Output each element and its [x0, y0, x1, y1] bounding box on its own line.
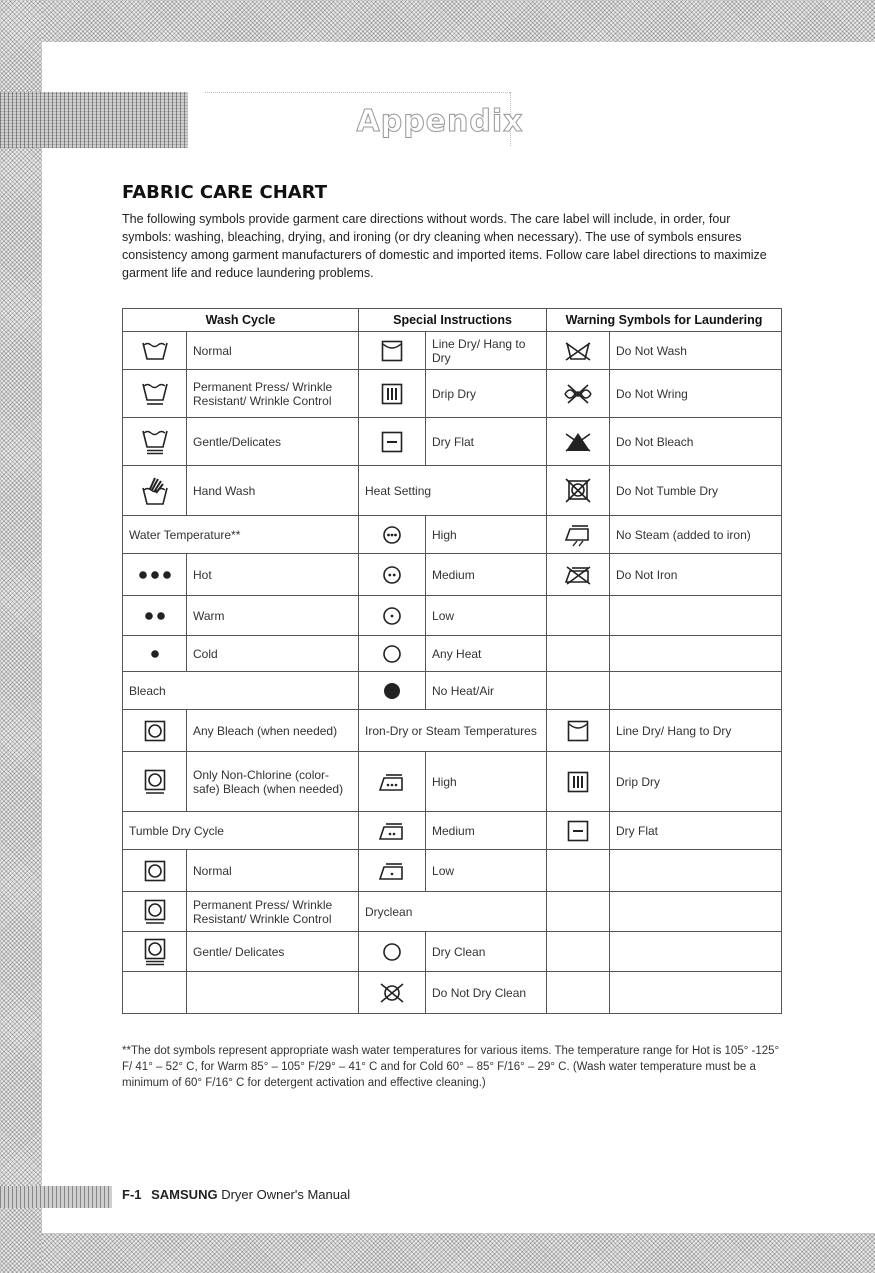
dry-flat-warning-icon [553, 820, 603, 842]
header-pattern [0, 92, 188, 148]
any-heat-icon [365, 643, 419, 665]
do-not-tumble-dry-label: Do Not Tumble Dry [610, 466, 782, 516]
temp-warm-label: Warm [187, 596, 359, 636]
heat-high-icon [365, 524, 419, 546]
fabric-care-table [122, 308, 782, 1014]
brand-name: SAMSUNG [151, 1187, 218, 1202]
iron-high-icon [365, 771, 419, 793]
dry-clean-icon [365, 941, 419, 963]
header-rule [205, 92, 510, 93]
page-number: F-1 [122, 1187, 142, 1202]
page-title: Appendix [356, 104, 524, 139]
water-temperature-label: Water Temperature** [123, 516, 359, 554]
heat-medium-icon [365, 564, 419, 586]
tumble-normal-icon [129, 860, 180, 882]
iron-low-label: Low [426, 850, 547, 892]
footnote: **The dot symbols represent appropriate wash water temperatures for various items. The temperature range for Hot is 105° -125° F/ 41° – 52° C, for Warm 85° – 105° F/29° – 41° C and for Cold 60° – 85° F/16° – 29° C. (Wash water temperature must be a minimum of 60° F/16° C for detergent activation and effective cleaning.) [122, 1045, 780, 1089]
iron-medium-label: Medium [426, 812, 547, 850]
scan-border-top [42, 0, 875, 42]
do-not-bleach-label: Do Not Bleach [610, 418, 782, 466]
drip-dry-label: Drip Dry [426, 370, 547, 418]
do-not-dry-clean-label: Do Not Dry Clean [426, 972, 547, 1014]
hand-wash-label: Hand Wash [187, 466, 359, 516]
temp-cold-label: Cold [187, 636, 359, 672]
no-heat-icon [365, 680, 419, 702]
header-wash-cycle: Wash Cycle [123, 309, 359, 332]
do-not-iron-icon [553, 563, 603, 587]
line-dry-label: Line Dry/ Hang to Dry [426, 332, 547, 370]
dryclean-label: Dryclean [359, 892, 547, 932]
line-dry-icon [365, 340, 419, 362]
tumble-gentle-label: Gentle/ Delicates [187, 932, 359, 972]
temp-warm-dots-icon [129, 611, 180, 621]
tumble-normal-label: Normal [187, 850, 359, 892]
intro-paragraph: The following symbols provide garment care directions without words. The care label will include, in order, four symbols: washing, bleaching, drying, and ironing (or dry cleaning when necessary). The use of symbols ensures consistency among garment manufacturers of domestic and imported items. Follow care label directions to maximize garment life and reduce laundering problems. [122, 212, 767, 280]
tumble-perm-icon [129, 899, 180, 925]
drip-dry-warning-icon [553, 771, 603, 793]
do-not-wash-label: Do Not Wash [610, 332, 782, 370]
wash-perm-label: Permanent Press/ Wrinkle Resistant/ Wrinkle Control [187, 370, 359, 418]
tumble-gentle-icon [129, 938, 180, 966]
wash-tub-icon [129, 340, 180, 362]
dry-flat-icon [365, 431, 419, 453]
do-not-wring-label: Do Not Wring [610, 370, 782, 418]
do-not-tumble-dry-icon [553, 478, 603, 504]
scan-border-left [0, 0, 42, 1273]
dry-clean-label: Dry Clean [426, 932, 547, 972]
dry-flat-label: Dry Flat [426, 418, 547, 466]
heat-medium-label: Medium [426, 554, 547, 596]
iron-high-label: High [426, 752, 547, 812]
header-warning-symbols: Warning Symbols for Laundering [547, 309, 782, 332]
do-not-wring-icon [553, 383, 603, 405]
do-not-bleach-icon [553, 431, 603, 453]
dry-flat-warning-label: Dry Flat [610, 812, 782, 850]
tumble-dry-any-bleach-icon [129, 720, 180, 742]
heat-low-icon [365, 605, 419, 627]
drip-dry-warning-label: Drip Dry [610, 752, 782, 812]
temp-hot-label: Hot [187, 554, 359, 596]
line-dry-warning-label: Line Dry/ Hang to Dry [610, 710, 782, 752]
scan-border-bottom [42, 1233, 875, 1273]
non-chlorine-bleach-icon [129, 769, 180, 795]
do-not-iron-label: Do Not Iron [610, 554, 782, 596]
do-not-dry-clean-icon [365, 982, 419, 1004]
wash-tub-perm-icon [129, 381, 180, 407]
iron-medium-icon [365, 820, 419, 842]
bleach-label: Bleach [123, 672, 359, 710]
temp-hot-dots-icon [129, 570, 180, 580]
section-title: FABRIC CARE CHART [122, 182, 328, 203]
no-steam-icon [553, 523, 603, 547]
drip-dry-icon [365, 383, 419, 405]
temp-cold-dot-icon [129, 649, 180, 659]
no-heat-label: No Heat/Air [426, 672, 547, 710]
wash-tub-gentle-icon [129, 428, 180, 456]
wash-normal-label: Normal [187, 332, 359, 370]
tumble-dry-cycle-label: Tumble Dry Cycle [123, 812, 359, 850]
iron-temperatures-label: Iron-Dry or Steam Temperatures [359, 710, 547, 752]
manual-name: Dryer Owner's Manual [221, 1187, 351, 1202]
any-bleach-label: Any Bleach (when needed) [187, 710, 359, 752]
any-heat-label: Any Heat [426, 636, 547, 672]
tumble-perm-label: Permanent Press/ Wrinkle Resistant/ Wrinkle Control [187, 892, 359, 932]
page-footer [122, 1187, 350, 1202]
wash-gentle-label: Gentle/Delicates [187, 418, 359, 466]
line-dry-warning-icon [553, 720, 603, 742]
footer-pattern [0, 1186, 112, 1208]
heat-setting-label: Heat Setting [359, 466, 547, 516]
iron-low-icon [365, 860, 419, 882]
heat-high-label: High [426, 516, 547, 554]
hand-wash-icon [129, 476, 180, 506]
heat-low-label: Low [426, 596, 547, 636]
header-special-instructions: Special Instructions [359, 309, 547, 332]
do-not-wash-icon [553, 340, 603, 362]
non-chlorine-bleach-label: Only Non-Chlorine (color-safe) Bleach (when needed) [187, 752, 359, 812]
no-steam-label: No Steam (added to iron) [610, 516, 782, 554]
